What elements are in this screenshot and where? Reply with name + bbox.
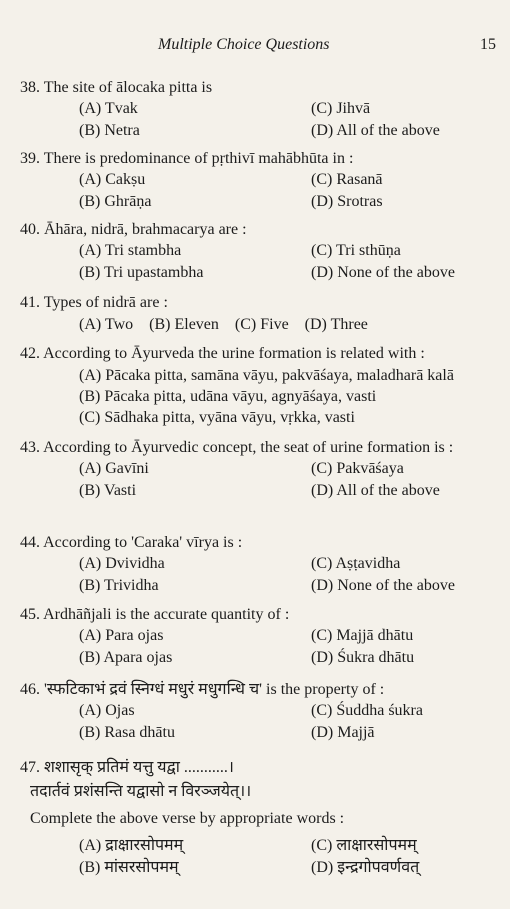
option-a: (A) Para ojas xyxy=(79,627,164,644)
question-46 xyxy=(20,680,506,743)
question-number: 38. xyxy=(20,79,40,96)
option-b: (B) Tri upastambha xyxy=(79,264,204,281)
question-stem: According to Āyurvedic concept, the seat of urine formation is : xyxy=(43,439,454,456)
question-39 xyxy=(20,149,506,212)
question-stem: There is predominance of pṛthivī mahābhūta in : xyxy=(43,150,354,167)
option-d: (D) इन्द्रगोपवर्णवत् xyxy=(311,859,420,876)
question-stem: Āhāra, nidrā, brahmacarya are : xyxy=(44,221,247,238)
option-a: (A) Dvividha xyxy=(79,555,165,572)
question-43 xyxy=(20,438,506,501)
option-b: (B) मांसरसोपमम् xyxy=(79,859,179,876)
question-stem: शशासृक् प्रतिमं यत्तु यद्वा ...........। xyxy=(44,759,234,776)
question-number: 39. xyxy=(20,150,40,167)
option-c: (C) Rasanā xyxy=(311,171,383,188)
option-a: (A) Two xyxy=(79,316,134,333)
option-d: (D) Three xyxy=(304,316,368,333)
option-c: (C) Śuddha śukra xyxy=(311,702,423,719)
question-number: 46. xyxy=(20,681,40,698)
question-stem: 'स्फटिकाभं द्रवं स्निग्धं मधुरं मधुगन्धि च' is the property of : xyxy=(44,681,385,698)
option-a: (A) Tri stambha xyxy=(79,242,182,259)
question-number: 41. xyxy=(20,294,40,311)
question-number: 45. xyxy=(20,606,40,623)
option-a: (A) Gavīni xyxy=(79,460,149,477)
option-c: (C) Jihvā xyxy=(311,100,371,117)
question-number: 43. xyxy=(20,439,40,456)
option-c: (C) Majjā dhātu xyxy=(311,627,414,644)
option-c: (C) Pakvāśaya xyxy=(311,460,404,477)
option-b: (B) Rasa dhātu xyxy=(79,724,175,741)
question-number: 42. xyxy=(20,345,40,362)
option-a: (A) Cakṣu xyxy=(79,171,146,188)
question-stem: According to 'Caraka' vīrya is : xyxy=(43,534,243,551)
option-a: (A) द्राक्षारसोपमम् xyxy=(79,837,184,854)
option-d: (D) None of the above xyxy=(311,264,455,281)
option-a: (A) Ojas xyxy=(79,702,135,719)
question-40 xyxy=(20,220,506,283)
question-42 xyxy=(20,344,506,429)
option-c: (C) Tri sthūṇa xyxy=(311,242,401,259)
running-title: Multiple Choice Questions xyxy=(158,36,330,53)
option-d: (D) None of the above xyxy=(311,577,455,594)
option-b: (B) Pācaka pitta, udāna vāyu, agnyāśaya, vasti xyxy=(79,388,377,405)
verse-line-2: तदार्तवं प्रशंसन्ति यद्वासो न विरञ्जयेत्।। xyxy=(30,783,252,800)
option-b: (B) Eleven xyxy=(149,316,219,333)
option-c: (C) Five xyxy=(234,316,289,333)
question-38 xyxy=(20,78,506,141)
option-b: (B) Vasti xyxy=(79,482,137,499)
question-47 xyxy=(20,758,506,878)
question-41 xyxy=(20,293,506,334)
option-d: (D) Majjā xyxy=(311,724,375,741)
question-stem: Ardhāñjali is the accurate quantity of : xyxy=(43,606,290,623)
option-d: (D) All of the above xyxy=(311,122,440,139)
page-header xyxy=(0,36,510,58)
option-c: (C) लाक्षारसोपमम् xyxy=(311,837,417,854)
question-stem: According to Āyurveda the urine formation is related with : xyxy=(43,345,425,362)
question-45 xyxy=(20,605,506,668)
option-b: (B) Trividha xyxy=(79,577,159,594)
option-c: (C) Sādhaka pitta, vyāna vāyu, vṛkka, vasti xyxy=(79,409,355,426)
option-a: (A) Pācaka pitta, samāna vāyu, pakvāśaya, maladharā kalā xyxy=(79,367,454,384)
question-number: 44. xyxy=(20,534,40,551)
option-c: (C) Aṣṭavidha xyxy=(311,555,401,572)
option-b: (B) Apara ojas xyxy=(79,649,173,666)
instruction-text: Complete the above verse by appropriate words : xyxy=(30,810,345,827)
option-d: (D) Srotras xyxy=(311,193,383,210)
question-number: 40. xyxy=(20,221,40,238)
option-b: (B) Ghrāṇa xyxy=(79,193,152,210)
page-number: 15 xyxy=(480,36,496,53)
question-stem: The site of ālocaka pitta is xyxy=(43,79,213,96)
option-d: (D) All of the above xyxy=(311,482,440,499)
question-stem: Types of nidrā are : xyxy=(43,294,168,311)
question-number: 47. xyxy=(20,759,40,776)
option-b: (B) Netra xyxy=(79,122,140,139)
option-d: (D) Śukra dhātu xyxy=(311,649,415,666)
option-a: (A) Tvak xyxy=(79,100,138,117)
question-44 xyxy=(20,533,506,596)
